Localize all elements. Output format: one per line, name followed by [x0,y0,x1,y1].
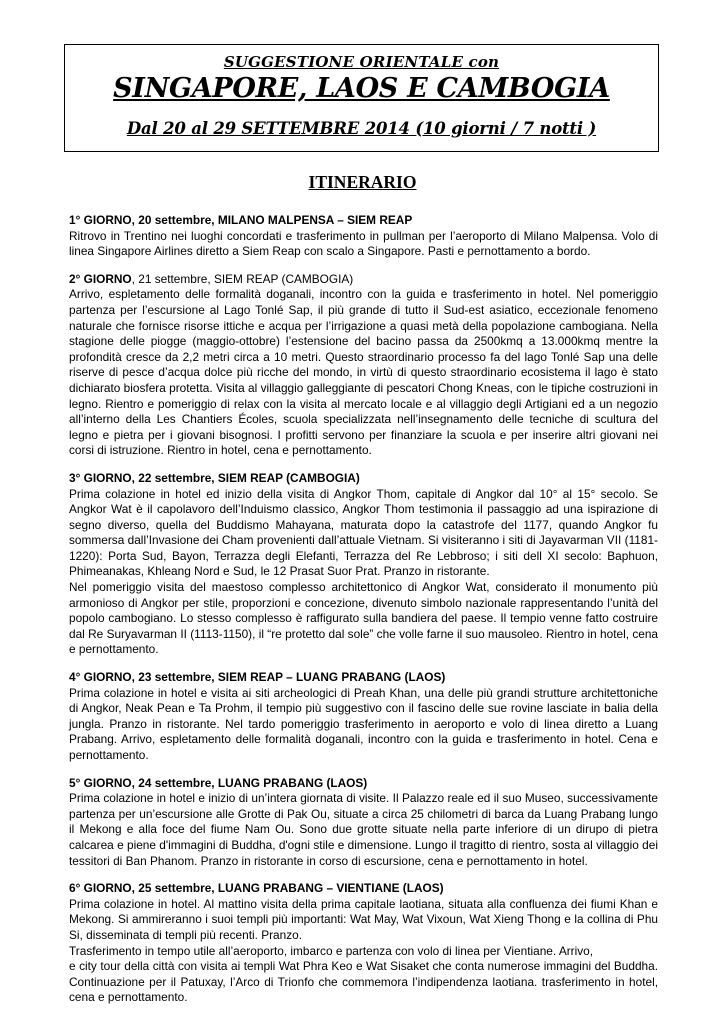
day-title: 1° GIORNO, 20 settembre, MILANO MALPENSA – SIEM REAP [69,213,413,227]
day-title: 4° GIORNO, 23 settembre, SIEM REAP – LUANG PRABANG (LAOS) [69,670,446,685]
day-3 [69,471,658,658]
main-title: SINGAPORE, LAOS E CAMBOGIA [113,73,610,104]
title-box [64,44,659,152]
itinerary-heading: ITINERARIO [308,172,417,192]
day-text: Prima colazione in hotel e visita ai siti archeologici di Preah Khan, una delle più grandi strutture architettoniche di Angkor, Neak Pean e Ta Prohm, il tempio più suggestivo con il fascino delle sue rovine lasciate in balia della jungla. Pranzo in ristorante. Nel tardo pomeriggio trasferimento in aeroporto e volo di linea diretto a Luang Prabang. Arrivo, espletamento delle formalità doganali, incontro con la guida e trasferimento in hotel. Cena e pernottamento. [69,685,658,762]
day-1 [69,213,658,260]
day-text: Prima colazione in hotel ed inizio della visita di Angkor Thom, capitale di Angkor dal 10° al 15° secolo. Se Angkor Wat è il capolavoro dell’Induismo classico, Angkor Thom testimonia il passaggio ad una ispirazione di segno diverso, quella del Buddismo Mahayana, maturata dopo la catastrofe del 1177, quando Angkor fu sommersa dall’Invasione dei Cham provenienti dall’attuale Vietnam. Si visiteranno i siti di Jayavarman VII (1181-1220): Porta Sud, Bayon, Terrazza degli Elefanti, Terrazza del Re Lebbroso; i siti dell XI secolo: Baphuon, Phimeanakas, Khleang Nord e Sud, le 12 Prasat Suor Prat. Pranzo in ristorante. [69,486,658,579]
day-title [69,272,658,288]
day-text: Prima colazione in hotel e inizio di un’intera giornata di visite. Il Palazzo reale ed il suo Museo, successivamente partenza per un’escursione alle Grotte di Pak Ou, situate a circa 25 chilometri di barca da Luang Prabang lungo il Mekong e alla foce del fiume Nam Ou. Sono due grotte situate nella parte inferiore di un dirupo di pietra calcarea e piene d'immagini di Buddha, d'ogni stile e dimensione. Lungo il tragitto di rientro, sosta al villaggio dei tessitori di Ban Phanom. Pranzo in ristorante in corso di escursione, cena e pernottamento in hotel. [69,791,658,868]
day-text: Trasferimento in tempo utile all’aeroporto, imbarco e partenza con volo di linea per Vientiane. Arrivo, [69,943,594,958]
day-4 [69,670,658,764]
day-text: Nel pomeriggio visita del maestoso complesso architettonico di Angkor Wat, considerato il monumento più armonioso di Angkor per stile, proporzioni e concezione, divenuto simbolo nazionale rappresentando l’unità del popolo cambogiano. Lo stesso complesso è raffigurato sulla bandiera del paese. Il tempio venne fatto costruire dal Re Suryavarman II (1113-1150), il “re protetto dal sole” che volle farne il suo mausoleo. Rientro in hotel, cena e pernottamento. [69,580,658,657]
day-text: e city tour della città con visita ai templi Wat Phra Keo e Wat Sisaket che conta numerose immagini del Buddha. Continuazione per il Patuxay, l’Arco di Trionfo che commemora l’indipendenza laotiana. trasferimento in hotel, cena e pernottamento. [69,959,658,1005]
day-6 [69,881,658,1006]
day-title-rest: , 21 settembre, SIEM REAP (CAMBOGIA) [131,271,354,286]
day-title: 5° GIORNO, 24 settembre, LUANG PRABANG (LAOS) [69,775,368,790]
day-2 [69,272,658,459]
day-title: 6° GIORNO, 25 settembre, LUANG PRABANG – VIENTIANE (LAOS) [69,881,444,896]
day-text: Prima colazione in hotel. Al mattino visita della prima capitale laotiana, situata alla confluenza dei fiumi Khan e Mekong. Si ammireranno i suoi templi più importanti: Wat May, Wat Vixoun, Wat Xieng Thong e la collina di Phu Si, disseminata di templi più recenti. Pranzo. [69,896,658,942]
day-title-lead: 2° GIORNO [69,271,132,286]
itinerary-content [69,213,658,1018]
date-line: Dal 20 al 29 SETTEMBRE 2014 (10 giorni / 7 notti ) [126,119,597,138]
day-text: Arrivo, espletamento delle formalità doganali, incontro con la guida e trasferimento in hotel. Nel pomeriggio partenza per l’escursione al Lago Tonlé Sap, il più grande di tutto il Sud-est asiatico, eccezionale fenomeno naturale che fornisce risorse ittiche e acqua per l’irrigazione a quasi metà della popolazione cambogiana. Nella stagione delle piogge (maggio-ottobre) l’estensione del bacino passa da 2500kmq a 13.000kmq mentre la profondità cresce da 2,2 metri circa a 10 metri. Questo straordinario processo fa del lago Tonlé Sap una delle riserve di pesce d’acqua dolce più ricche del mondo, in virtù di questo straordinario ecosistema il lago è stato dichiarato biosfera protetta. Visita al villaggio galleggiante di pescatori Chong Kneas, con le tipiche costruzioni in legno. Rientro e pomeriggio di relax con la visita al mercato locale e al villaggio degli Artigiani ed a un negozio all’interno della Les Chantiers Écoles, scuola specializzata nell’insegnamento delle tecniche di scultura del legno e pietra per i giovani bisognosi. I profitti servono per finanziare la scuola e per inserire altri giovani nei corsi di istruzione. Rientro in hotel, cena e pernottamento. [69,287,658,458]
day-5 [69,776,658,870]
day-title: 3° GIORNO, 22 settembre, SIEM REAP (CAMBOGIA) [69,470,360,485]
day-text: Ritrovo in Trentino nei luoghi concordati e trasferimento in pullman per l’aeroporto di Milano Malpensa. Volo di linea Singapore Airlines diretto a Siem Reap con scalo a Singapore. Pasti e pernottamento a bordo. [69,228,658,259]
subtitle: SUGGESTIONE ORIENTALE con [223,53,500,71]
